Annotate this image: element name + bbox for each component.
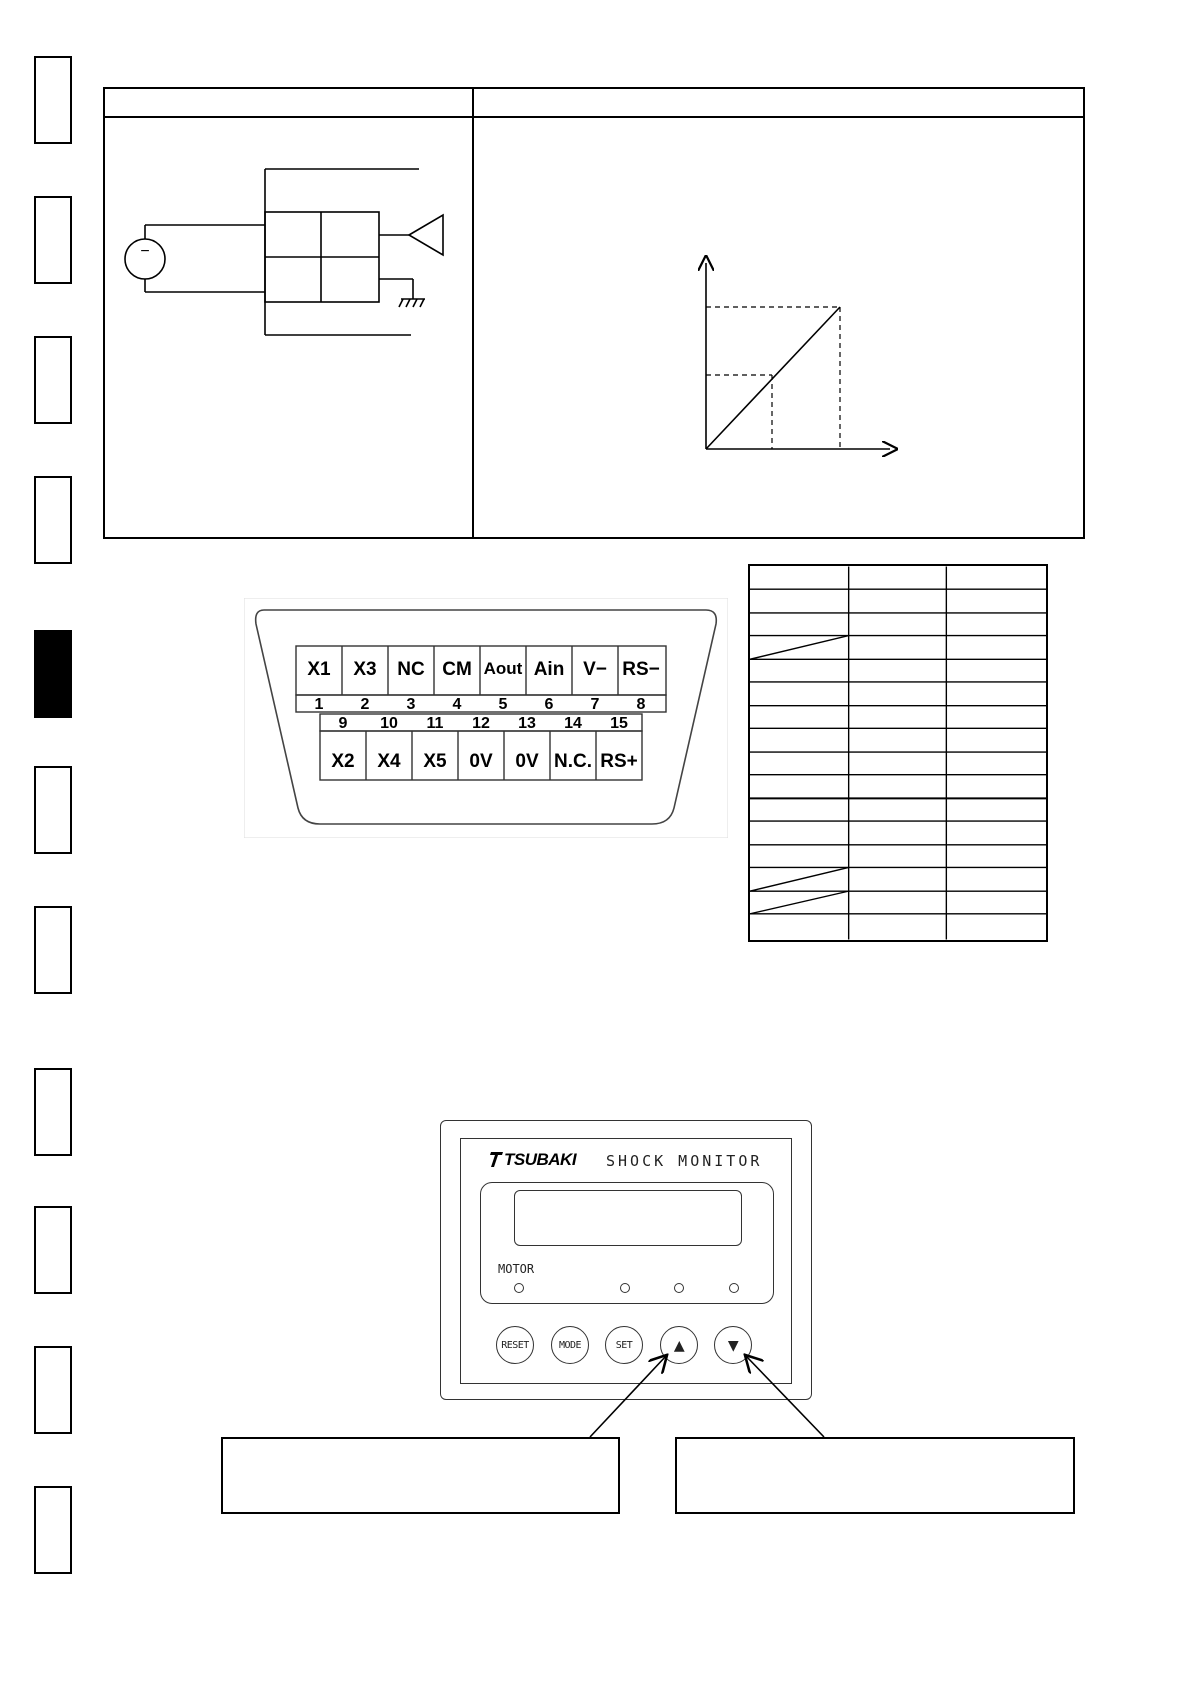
- monitor-title: SHOCK MONITOR: [606, 1152, 763, 1170]
- pin-label-x1: X1: [307, 659, 331, 680]
- pin-assignment-table: [748, 564, 1048, 942]
- pin-label-ain: Ain: [533, 659, 565, 680]
- status-led-3: [729, 1283, 739, 1293]
- brand-logo: TSUBAKI: [504, 1150, 577, 1169]
- pin-number-7: 7: [590, 696, 600, 713]
- pin-label-aout: Aout: [483, 659, 523, 678]
- motor-label: MOTOR: [498, 1262, 535, 1276]
- side-tab-9[interactable]: [34, 1206, 72, 1294]
- down-button[interactable]: ▼: [714, 1326, 752, 1364]
- pin-label-rs-plus: RS+: [600, 751, 638, 772]
- pin-number-14: 14: [564, 715, 582, 732]
- side-tab-6[interactable]: [34, 766, 72, 854]
- pin-number-11: 11: [426, 715, 444, 732]
- lcd-display: [514, 1190, 742, 1246]
- up-button[interactable]: ▲: [660, 1326, 698, 1364]
- linear-characteristic-graph: [474, 117, 1084, 537]
- pin-label-0v-a: 0V: [469, 751, 493, 772]
- pin-label-nc-14: N.C.: [554, 751, 592, 772]
- side-tab-8[interactable]: [34, 1068, 72, 1156]
- pin-number-1: 1: [314, 696, 324, 713]
- side-tab-2[interactable]: [34, 196, 72, 284]
- pin-number-9: 9: [338, 715, 348, 732]
- pin-number-8: 8: [636, 696, 646, 713]
- pin-label-x5: X5: [423, 751, 447, 772]
- pin-label-v-minus: V−: [583, 659, 607, 680]
- down-button-callout: [675, 1437, 1075, 1514]
- pin-label-rs-minus: RS−: [622, 659, 660, 680]
- pin-number-13: 13: [518, 715, 536, 732]
- pin-number-3: 3: [406, 696, 416, 713]
- specification-box: [103, 87, 1085, 539]
- side-tab-7[interactable]: [34, 906, 72, 994]
- pin-label-x4: X4: [377, 751, 401, 772]
- pin-label-x3: X3: [353, 659, 377, 680]
- output-triangle-icon: [409, 215, 443, 255]
- motor-led: [514, 1283, 524, 1293]
- pin-label-0v-b: 0V: [515, 751, 539, 772]
- tsubaki-logo-icon: [490, 1150, 504, 1168]
- side-tab-10[interactable]: [34, 1346, 72, 1434]
- pin-number-6: 6: [544, 696, 554, 713]
- status-led-2: [674, 1283, 684, 1293]
- status-led-1: [620, 1283, 630, 1293]
- side-tab-3[interactable]: [34, 336, 72, 424]
- mode-button[interactable]: MODE: [551, 1326, 589, 1364]
- pin-label-x2: X2: [331, 751, 355, 772]
- side-tab-1[interactable]: [34, 56, 72, 144]
- side-tab-5-active[interactable]: [34, 630, 72, 718]
- up-button-callout: [221, 1437, 620, 1514]
- side-tab-4[interactable]: [34, 476, 72, 564]
- pin-label-cm: CM: [442, 659, 472, 680]
- specification-header-row: [105, 89, 1083, 118]
- reset-button[interactable]: RESET: [496, 1326, 534, 1364]
- shock-monitor-panel: [440, 1120, 812, 1400]
- pin-number-5: 5: [498, 696, 508, 713]
- pin-label-nc: NC: [397, 659, 425, 680]
- input-circuit-diagram: [105, 117, 470, 537]
- pin-number-2: 2: [360, 696, 370, 713]
- pin-number-4: 4: [452, 696, 462, 713]
- side-tab-11[interactable]: [34, 1486, 72, 1574]
- source-minus-sign: −: [140, 243, 150, 260]
- pin-number-10: 10: [380, 715, 398, 732]
- pin-number-12: 12: [472, 715, 490, 732]
- set-button[interactable]: SET: [605, 1326, 643, 1364]
- linear-response-line: [706, 307, 840, 449]
- pin-number-15: 15: [610, 715, 628, 732]
